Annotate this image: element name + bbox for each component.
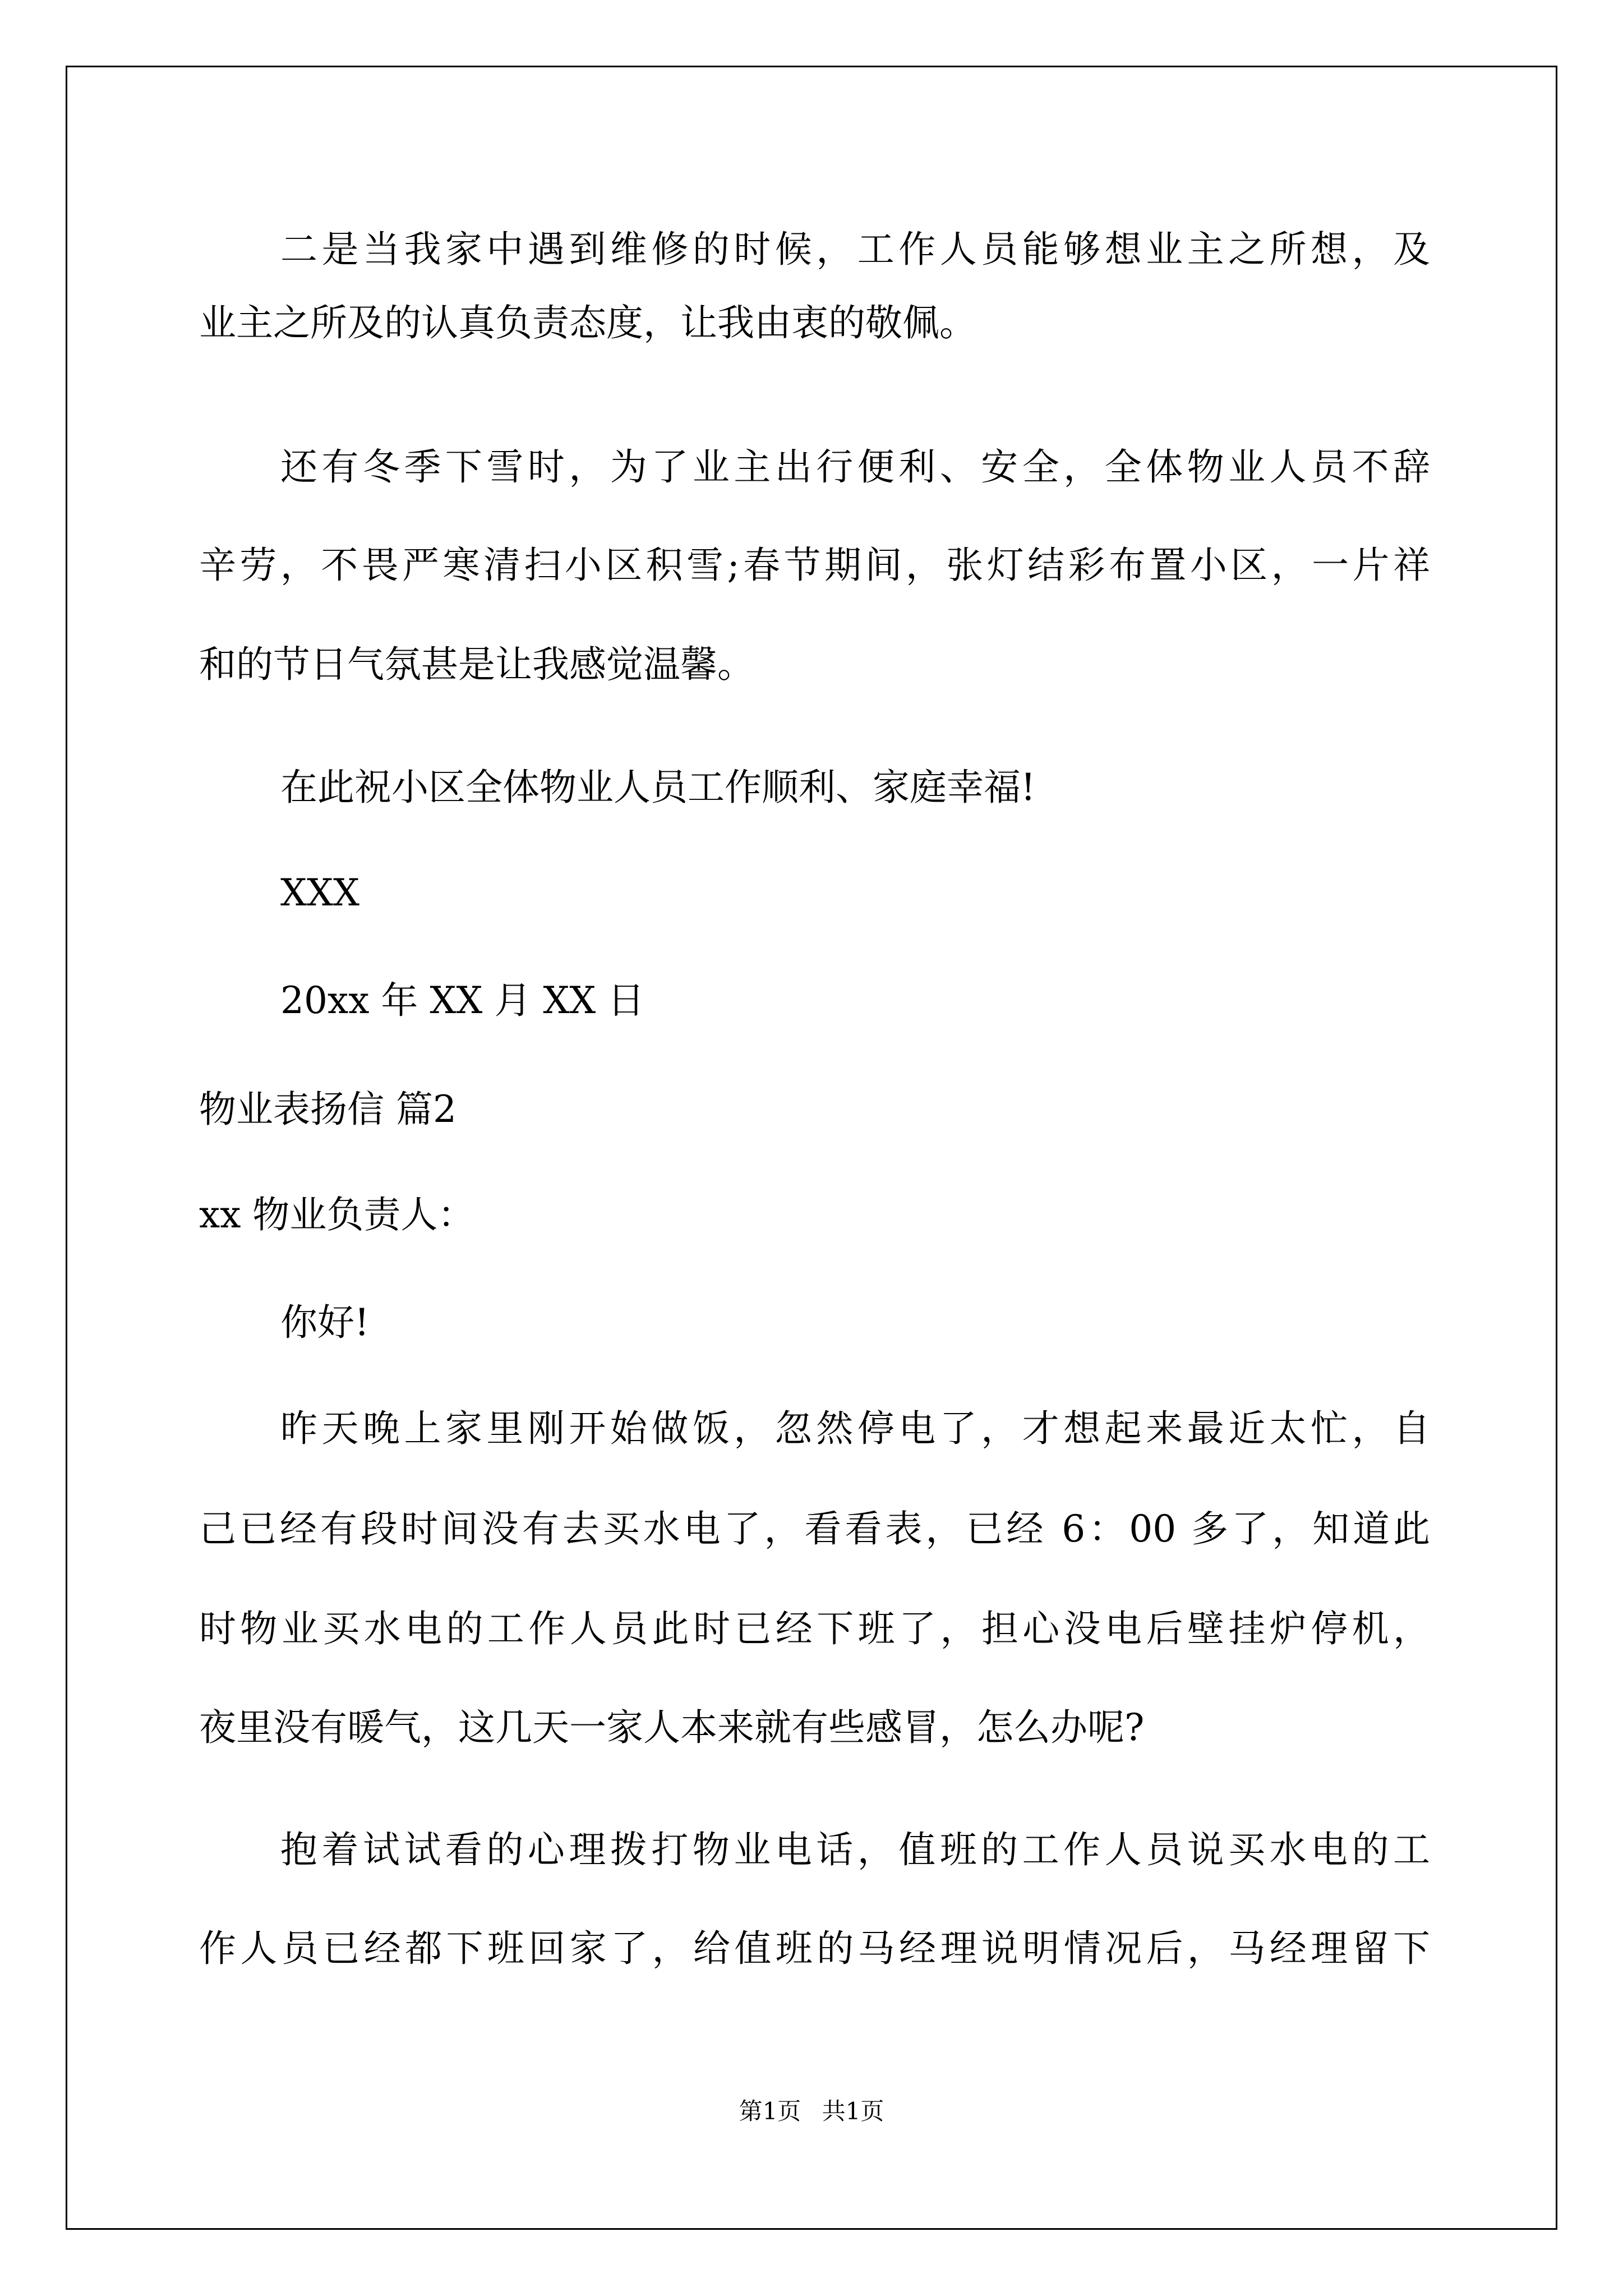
page-footer (0, 2095, 1623, 2128)
paragraph-line: 作人员已经都下班回家了，给值班的马经理说明情况后，马经理留下 (199, 1927, 1430, 1970)
paragraph-line: 还有冬季下雪时，为了业主出行便利、安全，全体物业人员不辞 (280, 445, 1430, 489)
page-number-total: 共1页 (822, 2097, 884, 2125)
paragraph-line: 昨天晚上家里刚开始做饭，忽然停电了，才想起来最近太忙，自 (280, 1407, 1430, 1450)
page-number-current: 第1页 (739, 2097, 801, 2125)
paragraph-line: 在此祝小区全体物业人员工作顺利、家庭幸福! (280, 766, 1036, 809)
paragraph-line: 二是当我家中遇到维修的时候，工作人员能够想业主之所想，及 (280, 228, 1430, 271)
paragraph-line: 抱着试试看的心理拨打物业电话，值班的工作人员说买水电的工 (280, 1828, 1430, 1871)
greeting: 你好! (280, 1301, 370, 1344)
paragraph-line: 夜里没有暖气，这几天一家人本来就有些感冒，怎么办呢? (199, 1706, 1145, 1749)
section-heading: 物业表扬信 篇2 (199, 1088, 457, 1131)
paragraph-line: 时物业买水电的工作人员此时已经下班了，担心没电后壁挂炉停机， (199, 1607, 1430, 1650)
salutation: xx 物业负责人： (199, 1193, 475, 1236)
signature-date: 20xx 年 XX 月 XX 日 (280, 979, 645, 1022)
signature-name: XXX (280, 871, 359, 914)
paragraph-line: 和的节日气氛甚是让我感觉温馨。 (199, 643, 754, 686)
paragraph-line: 己已经有段时间没有去买水电了，看看表，已经 6：00 多了，知道此 (199, 1507, 1430, 1550)
page-border (66, 66, 1557, 2230)
paragraph-line: 辛劳，不畏严寒清扫小区积雪;春节期间，张灯结彩布置小区，一片祥 (199, 544, 1430, 587)
paragraph-line: 业主之所及的认真负责态度，让我由衷的敬佩。 (199, 301, 976, 344)
